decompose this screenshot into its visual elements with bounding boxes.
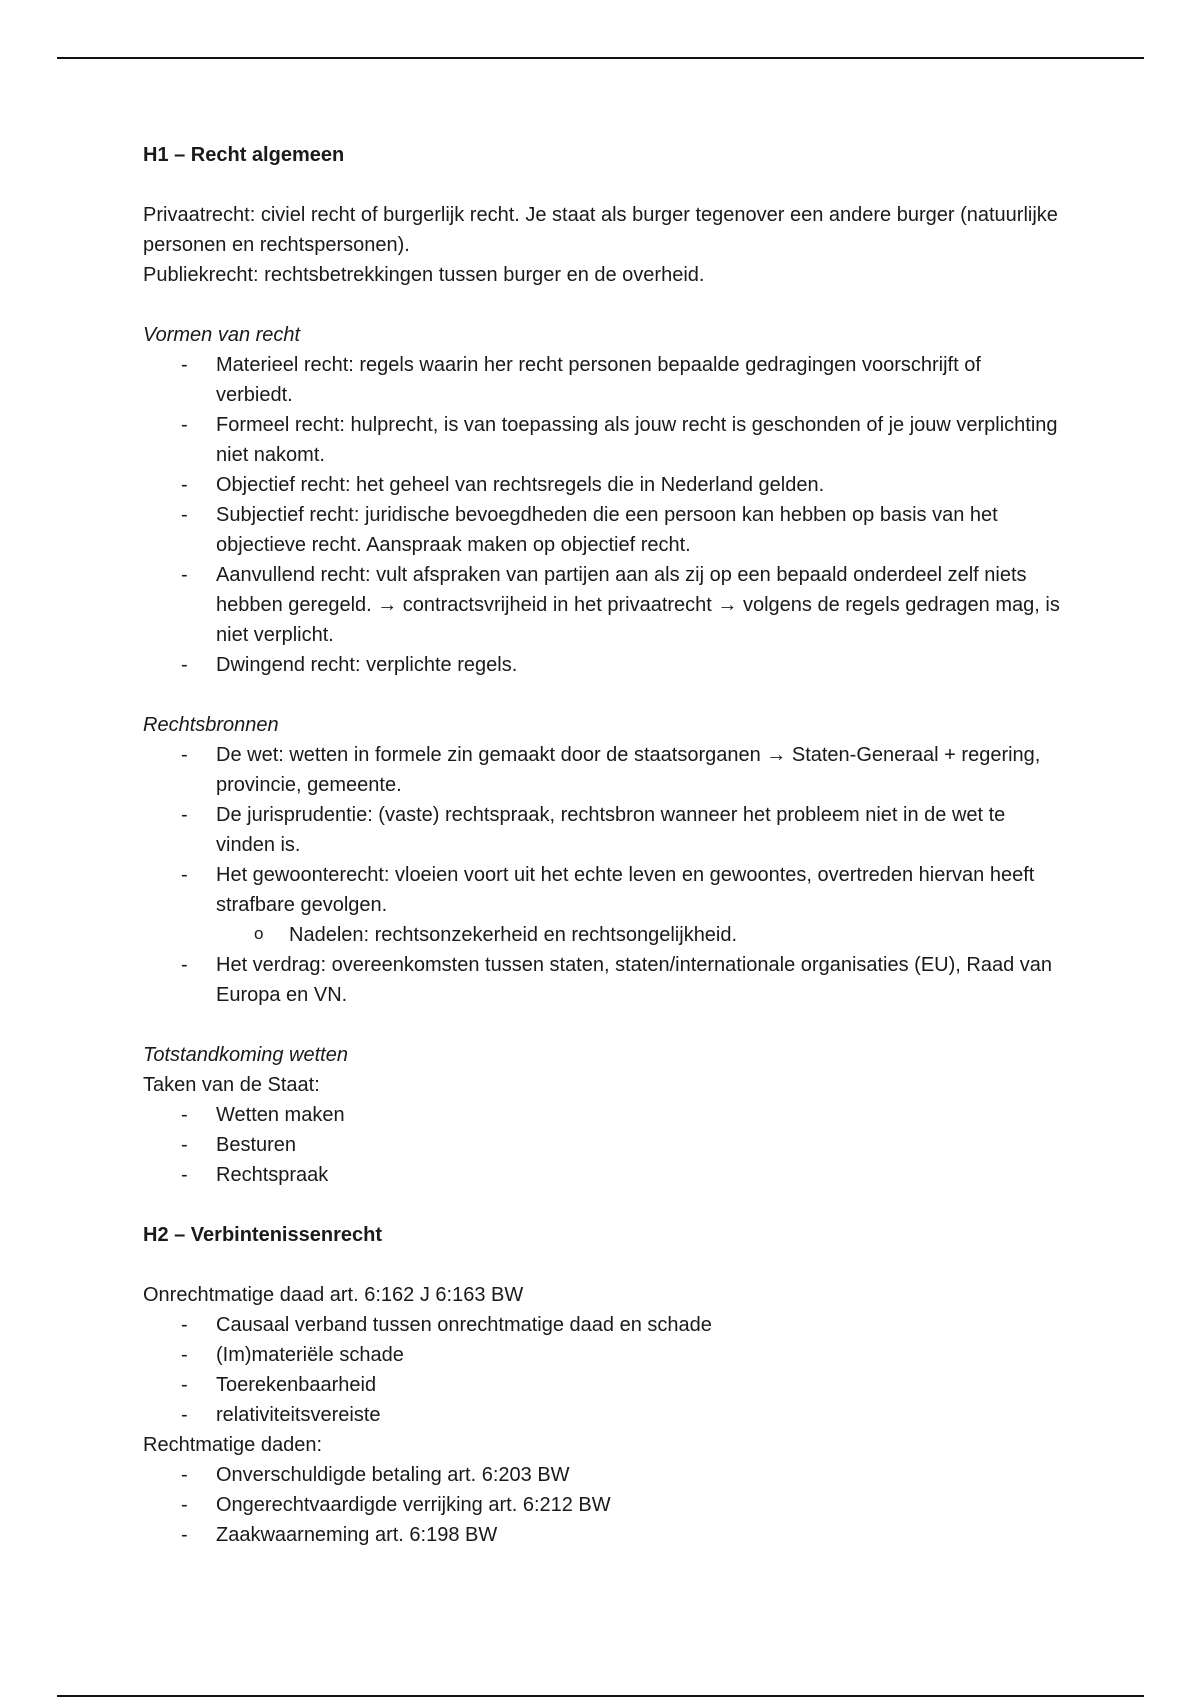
paragraph-taken: Taken van de Staat: xyxy=(143,1074,320,1096)
list-item: - Objectief recht: het geheel van rechtsregels die in Nederland gelden. xyxy=(143,470,1063,500)
list-item: - Formeel recht: hulprecht, is van toepassing als jouw recht is geschonden of je jouw verplichting niet nakomt. xyxy=(143,410,1063,470)
list-item: - De jurisprudentie: (vaste) rechtspraak, rechtsbron wanneer het probleem niet in de wet te vinden is. xyxy=(143,800,1063,860)
list-item: - Zaakwaarneming art. 6:198 BW xyxy=(143,1520,1063,1550)
list-item: - relativiteitsvereiste xyxy=(143,1400,1063,1430)
list-item: - (Im)materiële schade xyxy=(143,1340,1063,1370)
list-item: - Ongerechtvaardigde verrijking art. 6:212 BW xyxy=(143,1490,1063,1520)
list-item: - Dwingend recht: verplichte regels. xyxy=(143,650,1063,680)
list-item: - Causaal verband tussen onrechtmatige daad en schade xyxy=(143,1310,1063,1340)
document-body xyxy=(143,140,1063,1550)
list-item xyxy=(143,860,1063,950)
sublist-item: o Nadelen: rechtsonzekerheid en rechtsongelijkheid. xyxy=(216,920,1063,950)
list-item-text: Het gewoonterecht: vloeien voort uit het echte leven en gewoontes, overtreden hiervan heeft strafbare gevolgen. xyxy=(216,864,1035,916)
list-rechtmatige-daden xyxy=(143,1460,1063,1550)
paragraph-onrechtmatige-daad: Onrechtmatige daad art. 6:162 J 6:163 BW xyxy=(143,1284,524,1306)
section-heading-h2: H2 – Verbintenissenrecht xyxy=(143,1224,382,1246)
list-rechtsbronnen xyxy=(143,740,1063,1010)
list-item: - Materieel recht: regels waarin her recht personen bepaalde gedragingen voorschrijft of verbiedt. xyxy=(143,350,1063,410)
paragraph-publiekrecht: Publiekrecht: rechtsbetrekkingen tussen burger en de overheid. xyxy=(143,264,705,286)
list-item: - Aanvullend recht: vult afspraken van partijen aan als zij op een bepaald onderdeel zelf niets hebben geregeld. → contractsvrijheid in het privaatrecht → volgens de regels gedragen mag, is niet verplicht. xyxy=(143,560,1063,650)
list-item: - Wetten maken xyxy=(143,1100,1063,1130)
paragraph-privaatrecht: Privaatrecht: civiel recht of burgerlijk recht. Je staat als burger tegenover een andere burger (natuurlijke personen en rechtspersonen). xyxy=(143,204,1058,256)
list-item: - Besturen xyxy=(143,1130,1063,1160)
list-item: - Subjectief recht: juridische bevoegdheden die een persoon kan hebben op basis van het objectieve recht. Aanspraak maken op objectief recht. xyxy=(143,500,1063,560)
section-heading-h1: H1 – Recht algemeen xyxy=(143,144,345,166)
list-item: - Rechtspraak xyxy=(143,1160,1063,1190)
list-taken xyxy=(143,1100,1063,1190)
list-vormen xyxy=(143,350,1063,680)
header-rule xyxy=(57,57,1144,59)
paragraph-rechtmatige-daden: Rechtmatige daden: xyxy=(143,1434,323,1456)
list-item: - Het verdrag: overeenkomsten tussen staten, staten/internationale organisaties (EU), Raad van Europa en VN. xyxy=(143,950,1063,1010)
sublist xyxy=(216,920,1063,950)
list-item: - Onverschuldigde betaling art. 6:203 BW xyxy=(143,1460,1063,1490)
subheading-totstandkoming: Totstandkoming wetten xyxy=(143,1044,348,1066)
list-item: - Toerekenbaarheid xyxy=(143,1370,1063,1400)
list-onrechtmatige-daad xyxy=(143,1310,1063,1430)
footer-rule xyxy=(57,1695,1144,1697)
list-item: - De wet: wetten in formele zin gemaakt door de staatsorganen → Staten-Generaal + regering, provincie, gemeente. xyxy=(143,740,1063,800)
subheading-vormen: Vormen van recht xyxy=(143,324,301,346)
subheading-rechtsbronnen: Rechtsbronnen xyxy=(143,714,279,736)
